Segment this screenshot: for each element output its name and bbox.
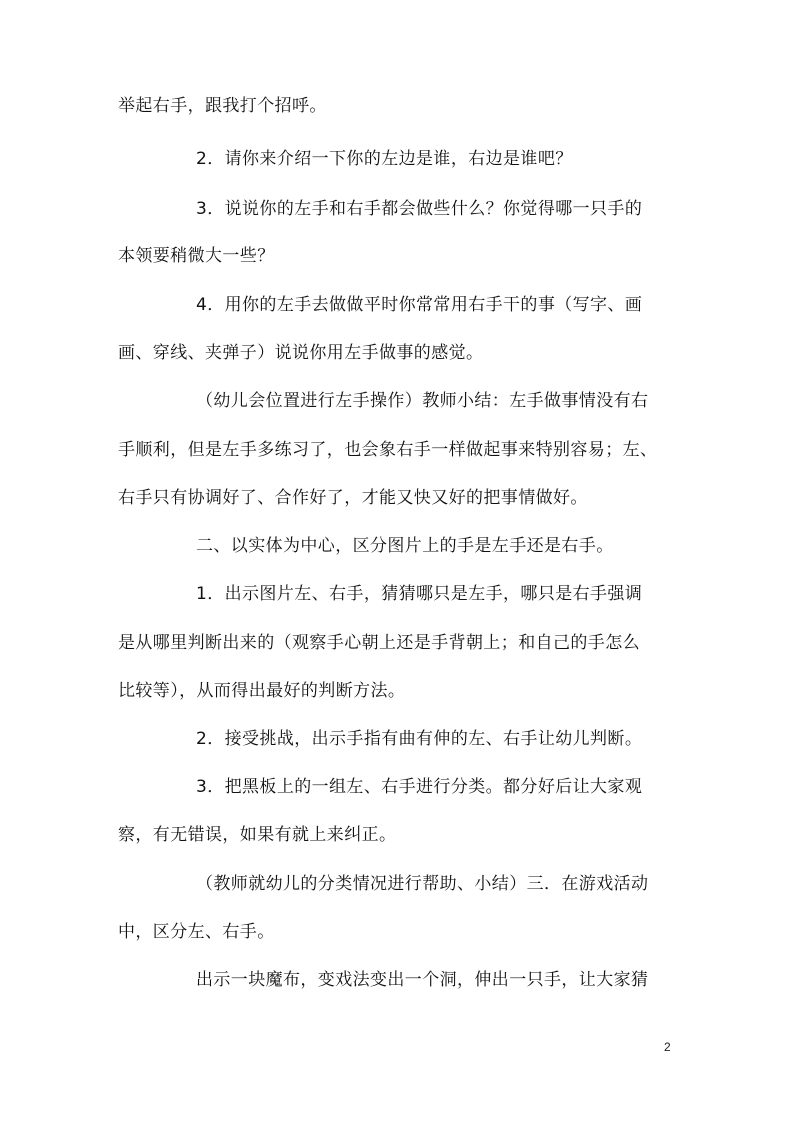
text-line-7: （幼儿会位置进行左手操作）教师小结：左手做事情没有右	[196, 391, 649, 411]
text-line-10: 二、以实体为中心，区分图片上的手是左手还是右手。	[196, 536, 614, 556]
text-line-18: 中，区分左、右手。	[118, 922, 275, 942]
page-number: 2	[664, 1040, 671, 1054]
text-line-6: 画、穿线、夹弹子）说说你用左手做事的感觉。	[118, 343, 484, 363]
text-line-8: 手顺利，但是左手多练习了，也会象右手一样做起事来特别容易；左、	[118, 440, 658, 460]
text-line-12: 是从哪里判断出来的（观察手心朝上还是手背朝上；和自己的手怎么	[118, 633, 640, 653]
text-line-2: 2．请你来介绍一下你的左边是谁，右边是谁吧？	[196, 149, 573, 169]
text-line-11: 1．出示图片左、右手，猜猜哪只是左手，哪只是右手强调	[196, 584, 643, 604]
text-line-15: 3．把黑板上的一组左、右手进行分类。都分好后让大家观	[196, 777, 643, 797]
text-line-5: 4．用你的左手去做做平时你常常用右手干的事（写字、画	[196, 295, 643, 315]
text-line-16: 察，有无错误，如果有就上来纠正。	[118, 825, 397, 845]
text-line-17: （教师就幼儿的分类情况进行帮助、小结）三．在游戏活动	[196, 874, 649, 894]
text-line-14: 2．接受挑战，出示手指有曲有伸的左、右手让幼儿判断。	[196, 729, 643, 749]
text-line-1: 举起右手，跟我打个招呼。	[118, 96, 327, 116]
text-line-4: 本领要稍微大一些？	[118, 246, 275, 266]
text-line-3: 3．说说你的左手和右手都会做些什么？你觉得哪一只手的	[196, 199, 643, 219]
text-line-13: 比较等），从而得出最好的判断方法。	[118, 681, 406, 701]
text-line-19: 出示一块魔布，变戏法变出一个洞，伸出一只手，让大家猜	[196, 970, 649, 990]
text-line-9: 右手只有协调好了、合作好了，才能又快又好的把事情做好。	[118, 488, 588, 508]
